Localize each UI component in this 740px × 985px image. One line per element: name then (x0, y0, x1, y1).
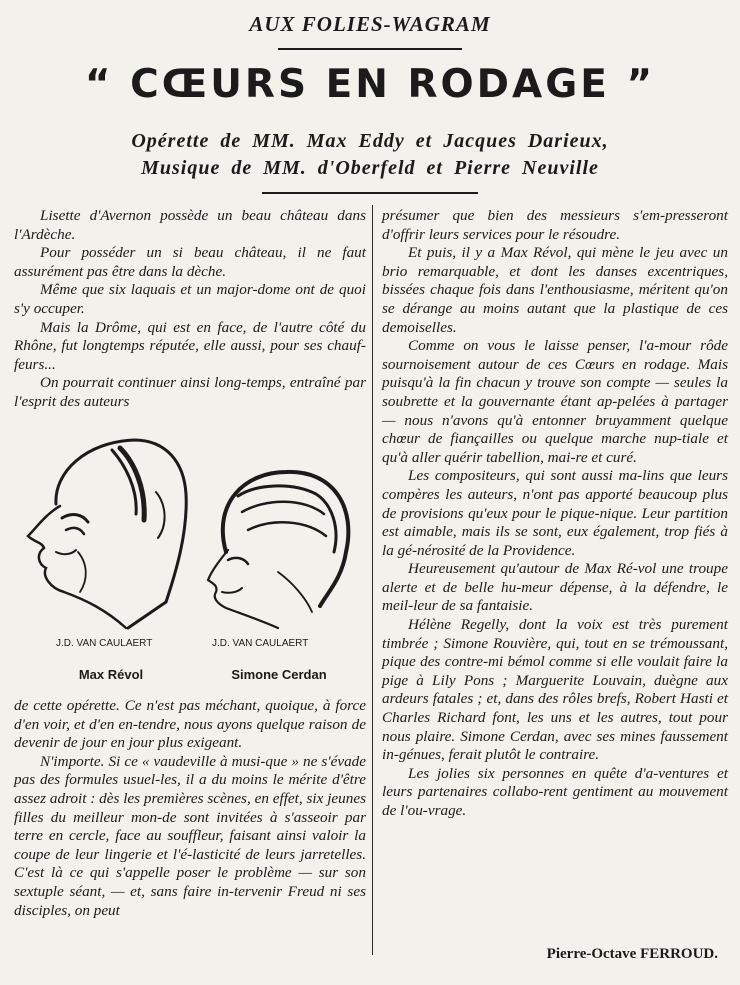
simone-cerdan-portrait (208, 472, 348, 628)
theatre-kicker: AUX FOLIES-WAGRAM (249, 12, 491, 36)
artist-signature-right: J.D. VAN CAULAERT (212, 638, 309, 649)
credits-rule (262, 192, 478, 194)
credits (0, 128, 740, 182)
kicker-rule (278, 48, 462, 50)
column-divider (372, 205, 373, 955)
paragraph: Les compositeurs, qui sont aussi ma-lins que leurs compères les auteurs, n'ont pas apporté beaucoup plus de provisions qu'eux pour le pique-nique. Leur partition est aimable, mais ils se sont, eux également, trop fiés à la gé-nérosité de la Providence. (382, 467, 728, 559)
paragraph: Lisette d'Avernon possède un beau château dans l'Ardèche. (14, 207, 366, 243)
paragraph: N'importe. Si ce « vaudeville à musi-que » ne s'évade pas des formules usuel-les, il a du moins le mérite d'être assez adroit : dès les premières scènes, en effet, six jeunes filles du meilleur mon-de sont invitées à s'asseoir par terre en cercle, face au souffleur, faisant ainsi valoir la coupe de leur lingerie et l'é-lasticité de leurs jarretelles. C'est là ce qui s'appelle poser le problème — sur son sextuple séant, — et, sans faire in-tervenir Freud ni ses disciples, on peut (14, 752, 366, 919)
left-column-bottom (14, 697, 366, 920)
paragraph: Mais la Drôme, qui est en face, de l'autre côté du Rhône, fut longtemps réputée, elle aussi, pour ses chauf-feurs... (14, 318, 366, 373)
credits-music: Musique de MM. d'Oberfeld et Pierre Neuville (141, 157, 599, 179)
paragraph: Les jolies six personnes en quête d'a-ventures et leurs partenaires collabo-rent gentiment au mouvement de l'ou-vrage. (382, 764, 728, 819)
article-title: “ CŒURS EN RODAGE ” (84, 62, 656, 107)
left-column-top (14, 207, 366, 412)
caption-max-revol: Max Révol (78, 667, 144, 682)
paragraph: Même que six laquais et un major-dome ont de quoi s'y occuper. (14, 281, 366, 317)
paragraph: Comme on vous le laisse penser, l'a-mour rôde sournoisement autour de ces Cœurs en rodage. Mais puisqu'à la fin chacun y trouve son compte — seules la soubrette et la gouvernante étant ap-pelées à partager — nous n'avons qu'à entonner bruyamment quelque chœur de fiançailles ou quelque marche nup-tiale et qu'à aller quérir tabellion, mai-re et curé. (382, 337, 728, 466)
right-column (382, 207, 728, 821)
artist-signature-left: J.D. VAN CAULAERT (56, 638, 153, 649)
paragraph: Pour posséder un si beau château, il ne faut assurément pas être dans la dèche. (14, 244, 366, 280)
paragraph: Heureusement qu'autour de Max Ré-vol une troupe alerte et de belle hu-meur dépense, à la défendre, le meil-leur de sa fantaisie. (382, 560, 728, 615)
caption-simone-cerdan: Simone Cerdan (231, 667, 327, 682)
paragraph: présumer que bien des messieurs s'em-presseront d'offrir leurs services pour le résoudre. (382, 207, 728, 243)
author-signature: Pierre-Octave FERROUD. (546, 946, 718, 962)
caricature-illustration (16, 432, 366, 664)
paragraph: Hélène Regelly, dont la voix est très purement timbrée ; Simone Rouvière, qui, tout en se trémoussant, pique des contre-mi bémol comme si elle voulait faire la pige à Lily Pons ; Marguerite Louvain, duègne aux ardeurs fatales ; et, dans des rôles brefs, Robert Hasti et Charles Richard font, les uns et les autres, tout pour nous plaire. Simone Cerdan, avec ses mines faussement in-génues, ferait plutôt le contraire. (382, 616, 728, 764)
paragraph: On pourrait continuer ainsi long-temps, entraîné par l'esprit des auteurs (14, 374, 366, 410)
paragraph: Et puis, il y a Max Révol, qui mène le jeu avec un brio remarquable, et dont les danses excentriques, bissées chaque fois dans l'enthousiasme, méritent qu'on se dérange au moins autant que la plastique de ces demoiselles. (382, 244, 728, 336)
paragraph: de cette opérette. Ce n'est pas méchant, quoique, à force d'en voir, et d'en en-tendre, nous ayons quelque raison de devenir de jour en jour plus exigeant. (14, 697, 366, 752)
credits-authors: Opérette de MM. Max Eddy et Jacques Darieux, (131, 130, 609, 152)
max-revol-portrait (28, 440, 186, 628)
